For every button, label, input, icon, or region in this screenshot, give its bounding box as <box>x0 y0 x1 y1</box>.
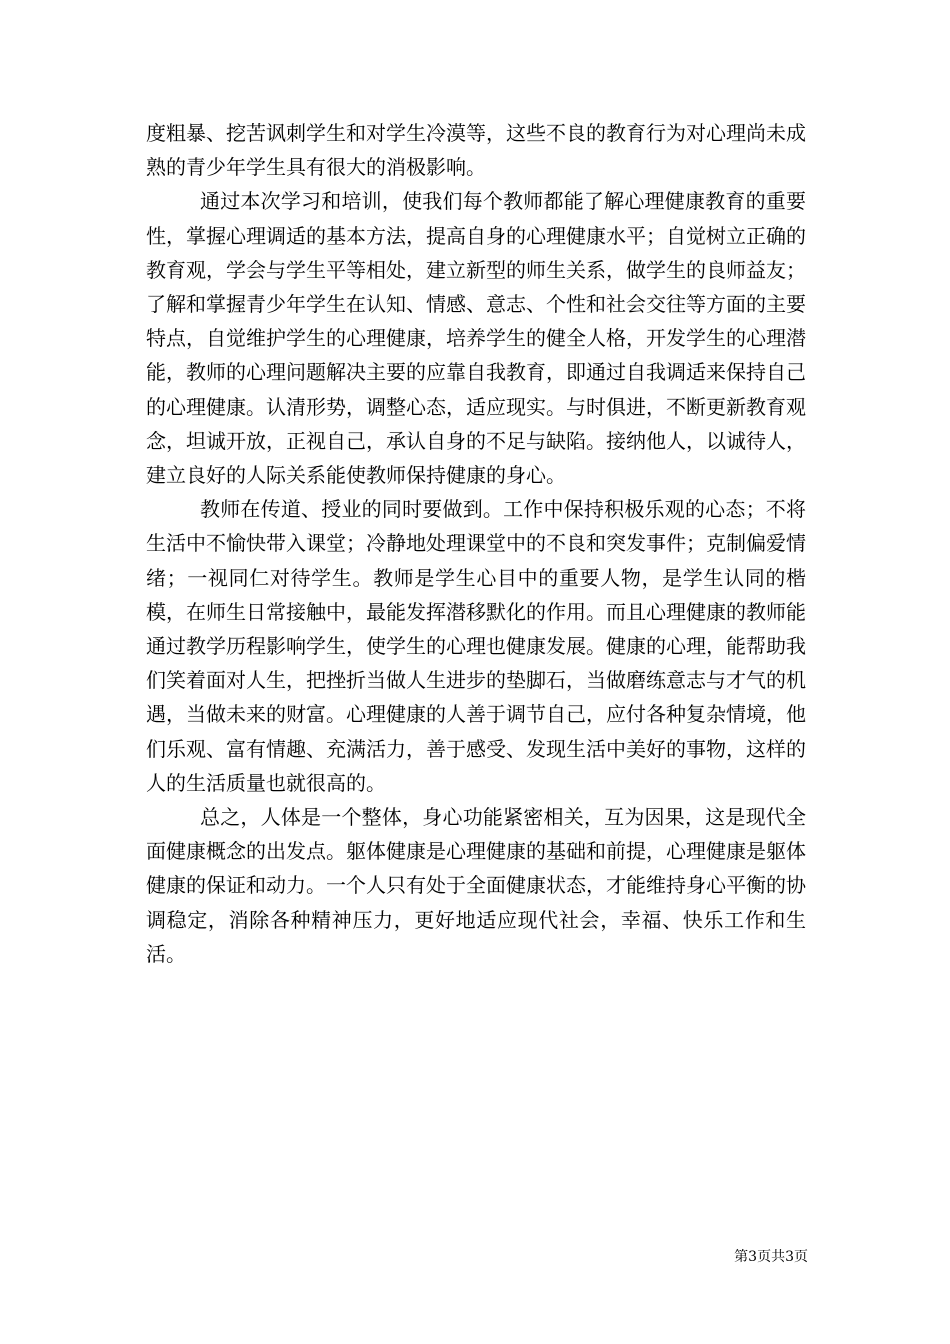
document-body <box>146 116 806 971</box>
paragraph-teacher-duties: 教师在传道、授业的同时要做到。工作中保持积极乐观的心态；不将生活中不愉快带入课堂；冷静地处理课堂中的不良和突发事件；克制偏爱情绪；一视同仁对待学生。教师是学生心目中的重要人物，是学生认同的楷模，在师生日常接触中，最能发挥潜移默化的作用。而且心理健康的教师能通过教学历程影响学生，使学生的心理也健康发展。健康的心理，能帮助我们笑着面对人生，把挫折当做人生进步的垫脚石，当做磨练意志与才气的机遇，当做未来的财富。心理健康的人善于调节自己，应付各种复杂情境，他们乐观、富有情趣、充满活力，善于感受、发现生活中美好的事物，这样的人的生活质量也就很高的。 <box>146 497 806 795</box>
paragraph-study-training: 通过本次学习和培训，使我们每个教师都能了解心理健康教育的重要性，掌握心理调适的基本方法，提高自身的心理健康水平；自觉树立正确的教育观，学会与学生平等相处，建立新型的师生关系，做学生的良师益友；了解和掌握青少年学生在认知、情感、意志、个性和社会交往等方面的主要特点，自觉维护学生的心理健康，培养学生的健全人格，开发学生的心理潜能，教师的心理问题解决主要的应靠自我教育，即通过自我调适来保持自己的心理健康。认清形势，调整心态，适应现实。与时俱进，不断更新教育观念，坦诚开放，正视自己，承认自身的不足与缺陷。接纳他人，以诚待人，建立良好的人际关系能使教师保持健康的身心。 <box>146 189 806 488</box>
paragraph-continued: 度粗暴、挖苦讽刺学生和对学生冷漠等，这些不良的教育行为对心理尚未成熟的青少年学生具有很大的消极影响。 <box>146 121 806 180</box>
paragraph-conclusion: 总之，人体是一个整体，身心功能紧密相关，互为因果，这是现代全面健康概念的出发点。躯体健康是心理健康的基础和前提，心理健康是躯体健康的保证和动力。一个人只有处于全面健康状态，才能维持身心平衡的协调稳定，消除各种精神压力，更好地适应现代社会，幸福、快乐工作和生活。 <box>146 805 806 966</box>
page-number-footer: 第3页共3页 <box>734 1249 808 1265</box>
